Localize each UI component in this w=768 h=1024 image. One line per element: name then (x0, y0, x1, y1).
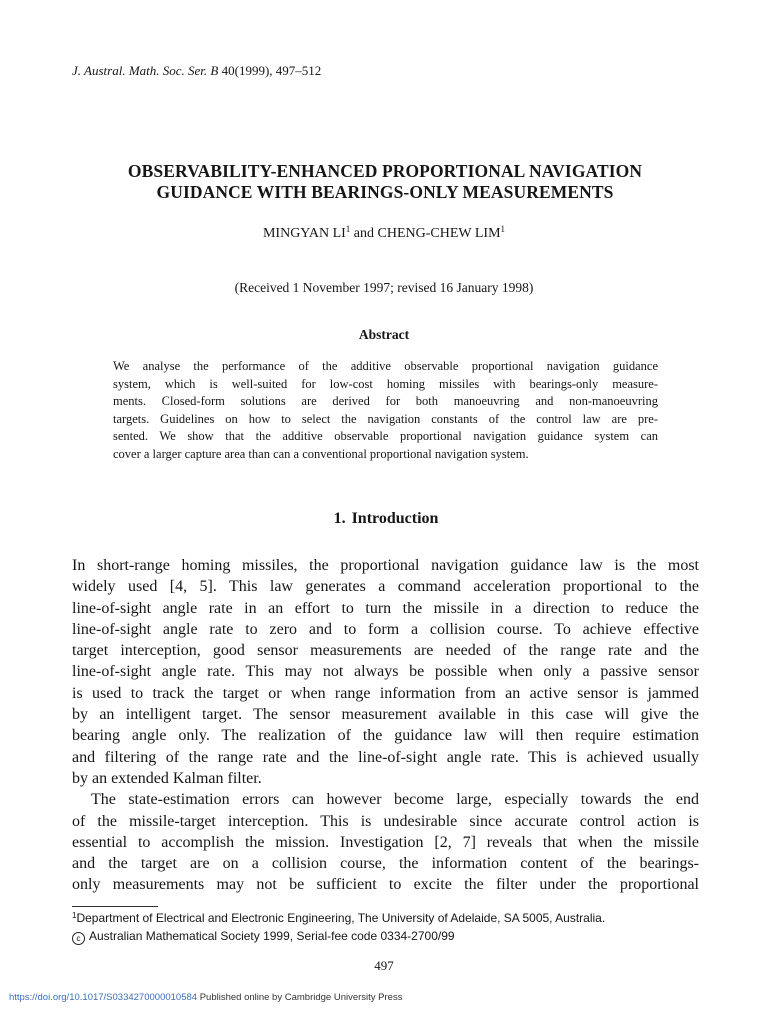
paper-title (60, 161, 710, 203)
author-name: MINGYAN LI (262, 226, 346, 241)
doi-footer (9, 992, 402, 1003)
journal-name: J. Austral. Math. Soc. Ser. B (72, 63, 219, 78)
body-line: bearing angle only. The realization of the guidance law will then require estimation (72, 727, 699, 745)
abstract-line: ments. Closed-form solutions are derived for both manoeuvring and non-manoeuvring (113, 394, 658, 408)
footnote-mark: 1 (72, 911, 77, 920)
body-line: and filtering of the range rate and the line-of-sight angle rate. This is achieved usually (72, 748, 699, 766)
body-line: and the target are on a collision course, the information content of the bearings- (72, 855, 699, 873)
abstract-line: targets. Guidelines on how to select the navigation constants of the control law are pre- (113, 411, 658, 426)
author-conjunction: and (353, 226, 375, 241)
page-number: 497 (374, 958, 394, 973)
body-line: line-of-sight angle rate to zero and to form a collision course. To achieve effective (72, 620, 699, 638)
doi-link[interactable]: https://doi.org/10.1017/S0334270000010584 (9, 992, 198, 1003)
title-line: GUIDANCE WITH BEARINGS-ONLY MEASUREMENTS (156, 182, 614, 202)
affiliation-mark: 1 (500, 224, 506, 234)
body-line: target interception, good sensor measurements are needed of the range rate and the (72, 642, 699, 660)
body-line: essential to accomplish the mission. Investigation [2, 7] reveals that when the missile (72, 833, 699, 851)
copyright-text: Australian Mathematical Society 1999, Serial-fee code 0334-2700/99 (89, 929, 455, 943)
body-line: widely used [4, 5]. This law generates a command acceleration proportional to the (72, 578, 699, 596)
body-line: In short-range homing missiles, the proportional navigation guidance law is the most (72, 557, 699, 574)
abstract-body (113, 358, 658, 463)
body-line: is used to track the target or when range information from an active sensor is jammed (72, 684, 699, 702)
abstract-heading: Abstract (358, 327, 410, 342)
body-line: of the missile-target interception. This is undesirable since accurate control action is (72, 812, 699, 830)
authors (0, 226, 768, 242)
body-line: line-of-sight angle rate. This may not always be possible when only a passive sensor (72, 663, 699, 681)
body-line: by an intelligent target. The sensor measurement available in this case will give the (72, 706, 699, 724)
body-text (72, 555, 699, 896)
abstract-line: cover a larger capture area than can a conventional proportional navigation system. (113, 446, 529, 461)
publisher-note: Published online by Cambridge University Press (199, 992, 403, 1003)
section-heading (0, 510, 768, 528)
section-title: Introduction (351, 510, 439, 527)
affiliation-mark: 1 (345, 224, 351, 234)
journal-reference (72, 63, 321, 79)
copyright-icon: c (72, 932, 85, 945)
abstract-line: We analyse the performance of the additive observable proportional navigation guidance (113, 359, 658, 373)
affiliation-text: Department of Electrical and Electronic Engineering, The University of Adelaide, SA 5005, Australia. (76, 911, 606, 925)
footnote-divider (72, 906, 158, 907)
body-line: The state-estimation errors can however become large, especially towards the end (91, 791, 699, 809)
copyright-footnote (72, 927, 712, 945)
abstract-line: sented. We show that the additive observable proportional navigation guidance system can (113, 429, 658, 443)
body-line: only measurements may not be sufficient to excite the filter under the proportional (72, 876, 699, 894)
author-name: CHENG-CHEW LIM (377, 226, 501, 241)
received-dates: (Received 1 November 1997; revised 16 January 1998) (234, 280, 534, 295)
body-line: by an extended Kalman filter. (72, 769, 262, 787)
volume-pages: 40(1999), 497–512 (221, 63, 322, 78)
footnotes (72, 909, 712, 945)
affiliation-footnote (72, 909, 712, 927)
body-line: line-of-sight angle rate in an effort to turn the missile in a direction to reduce the (72, 599, 699, 617)
section-number: 1. (333, 510, 346, 527)
abstract-line: system, which is well-suited for low-cost homing missiles with bearings-only measure- (113, 376, 658, 391)
title-line: OBSERVABILITY-ENHANCED PROPORTIONAL NAVIGATION (127, 161, 643, 181)
